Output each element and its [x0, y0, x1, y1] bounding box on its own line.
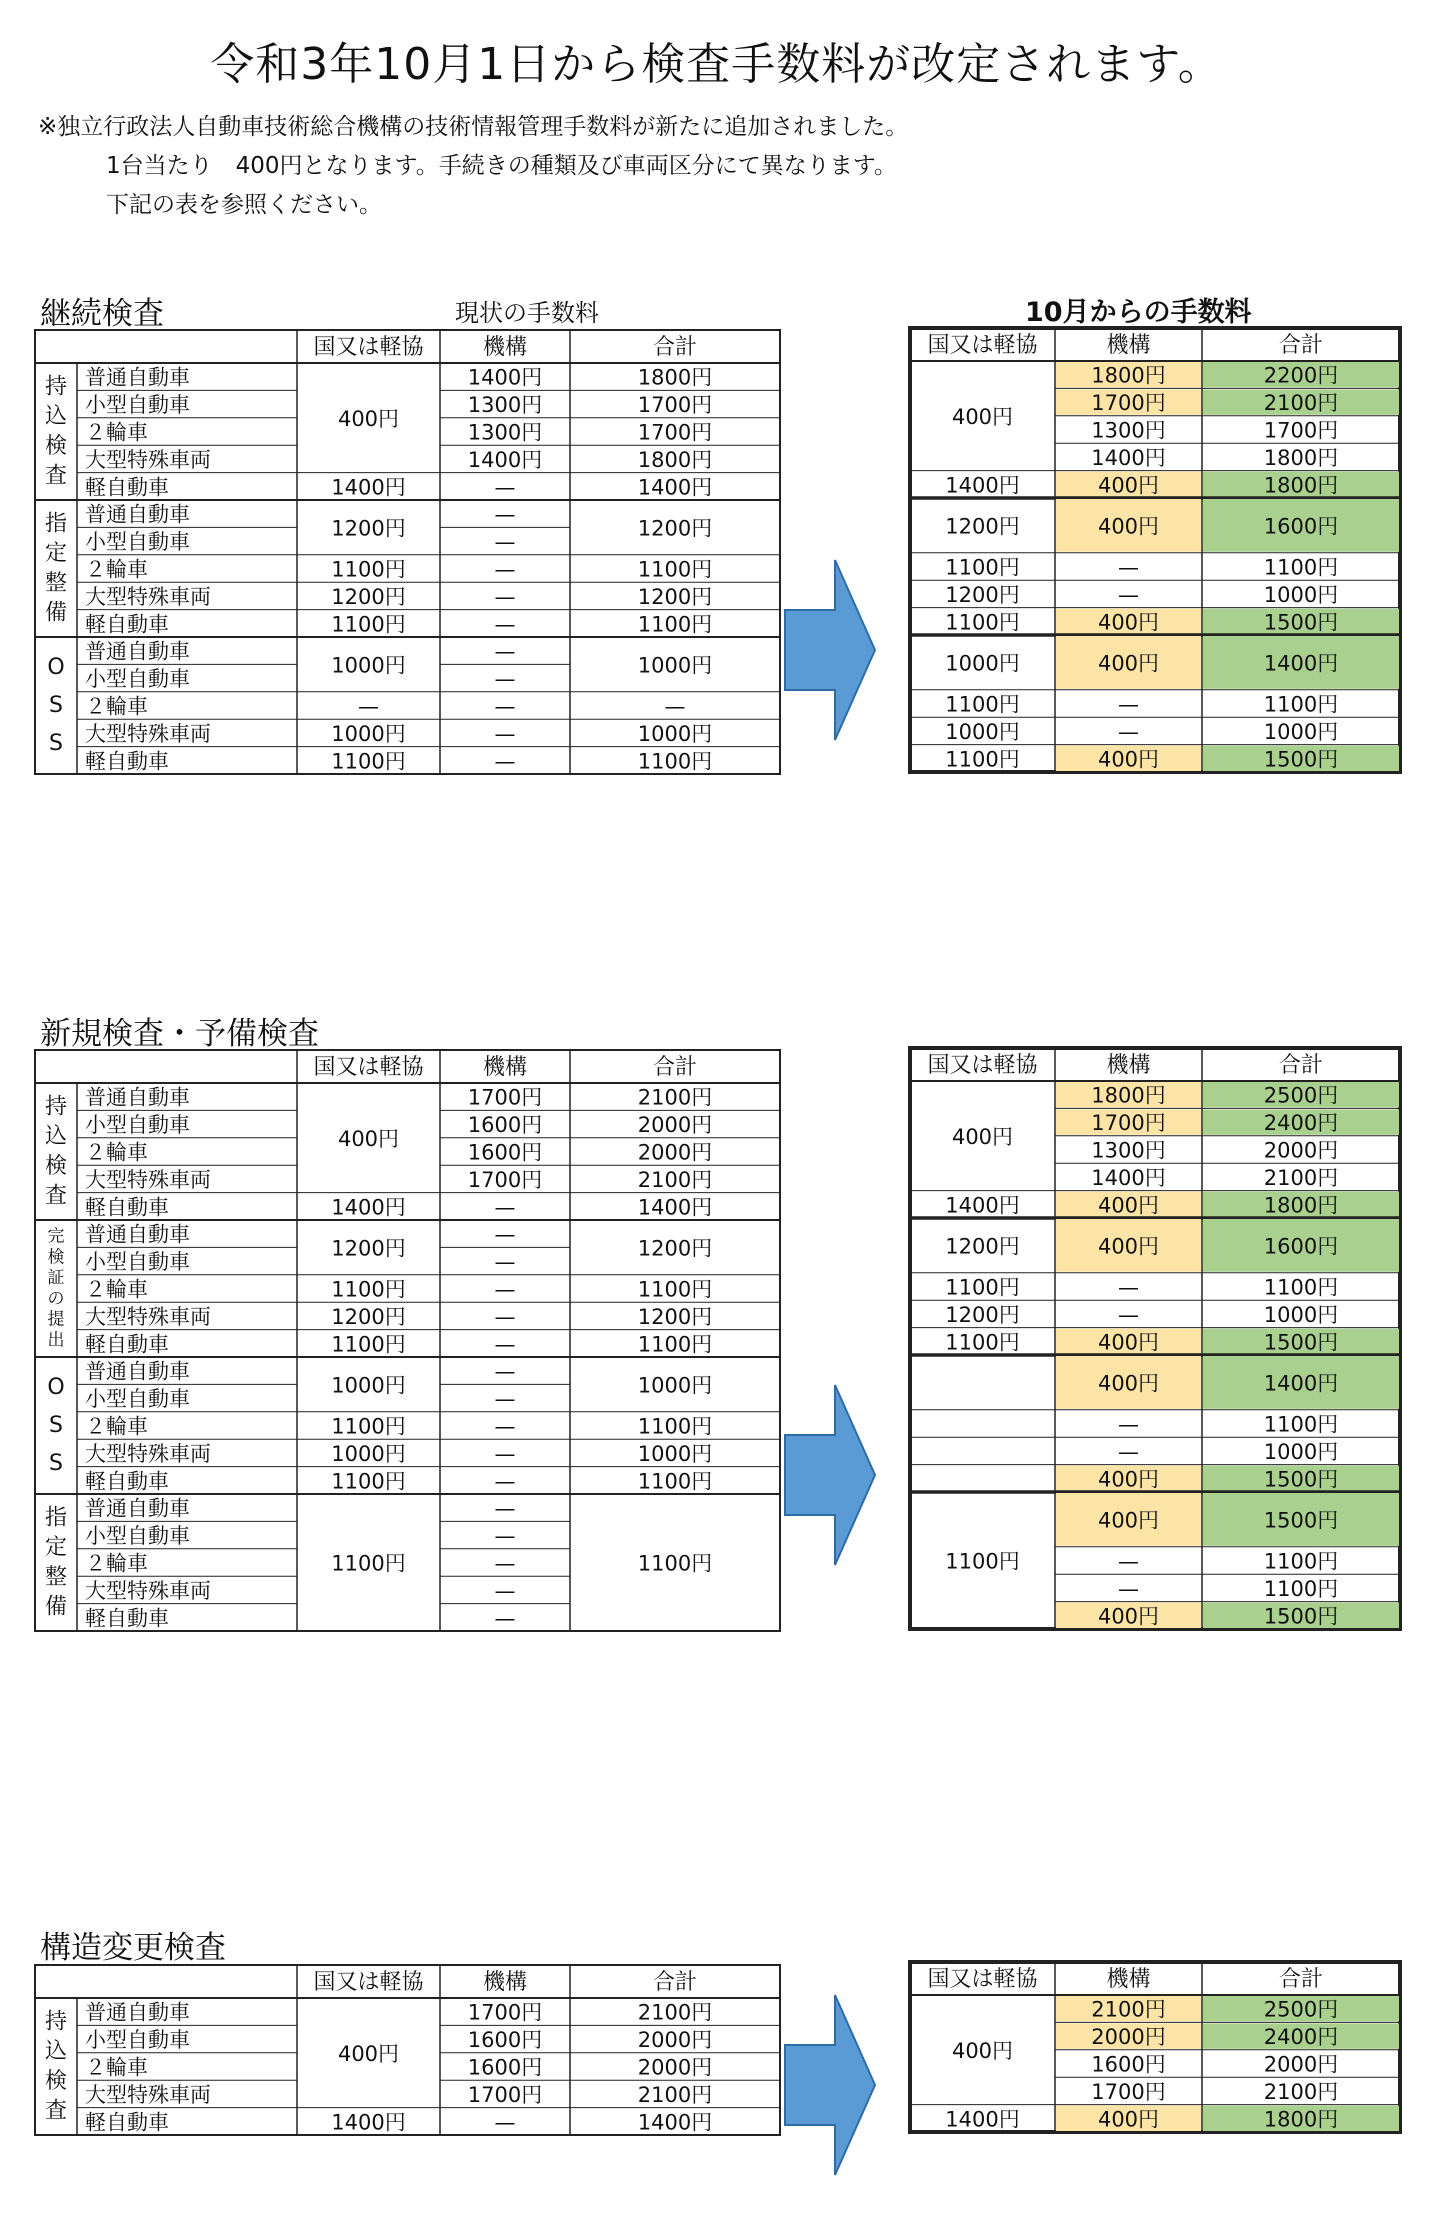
fee-value: 1200円 [637, 1236, 713, 1261]
fee-value: — [1118, 555, 1139, 580]
fee-value: — [1118, 1275, 1139, 1300]
fee-value: 1600円 [1263, 1234, 1339, 1259]
fee-value: — [1118, 1439, 1139, 1464]
group-label-char: 検 [44, 2068, 68, 2094]
group-label-char: 持 [44, 374, 68, 400]
header-cell: 機構 [482, 1055, 528, 1080]
fee-value: — [1118, 1302, 1139, 1327]
fee-value: 1400円 [1091, 1165, 1166, 1190]
header-cell: 合計 [1278, 333, 1324, 358]
fee-value: 2200円 [1263, 363, 1339, 388]
fee-value: 400円 [1097, 473, 1160, 498]
fee-value: 400円 [1097, 1371, 1160, 1396]
fee-value: 1600円 [467, 1140, 543, 1165]
vehicle-label: 大型特殊車両 [85, 1167, 211, 1192]
fee-value: 1700円 [1091, 2079, 1166, 2104]
fee-value: — [494, 1387, 516, 1412]
fee-value: 1600円 [1091, 2052, 1166, 2077]
fee-value: 2100円 [1263, 2079, 1339, 2104]
fee-value: 1800円 [1263, 445, 1339, 470]
fee-value: 1800円 [1263, 1193, 1339, 1218]
group-label-char: 検 [47, 1247, 65, 1268]
fee-value: — [494, 1441, 516, 1466]
fee-value: 1500円 [1263, 1508, 1339, 1533]
fee-value: 1200円 [331, 516, 406, 541]
fee-value: 400円 [1097, 1234, 1160, 1259]
group-label-char: 査 [44, 463, 68, 489]
vehicle-label: 小型自動車 [85, 1113, 190, 1138]
header-cell: 機構 [1106, 333, 1151, 358]
fee-value: 1500円 [1263, 1467, 1339, 1492]
fee-value: 1100円 [331, 1414, 406, 1439]
fee-value: 1700円 [1091, 1111, 1166, 1136]
group-label-char: の [47, 1288, 65, 1309]
fee-value: 400円 [1097, 610, 1160, 635]
header-cell: 機構 [482, 335, 528, 360]
fee-value: 400円 [1097, 1193, 1160, 1218]
fee-value: 400円 [1097, 514, 1160, 539]
fee-value: 1100円 [331, 749, 406, 774]
header-cell: 合計 [1278, 1967, 1324, 1992]
group-label-char: O [47, 654, 65, 680]
fee-value: 1000円 [1263, 1439, 1339, 1464]
fee-value: — [494, 1332, 516, 1357]
fee-value: 2000円 [1263, 2052, 1339, 2077]
fee-value: 1500円 [1263, 1330, 1339, 1355]
fee-value: — [494, 1250, 516, 1275]
fee-value: 1100円 [637, 1414, 713, 1439]
group-label-char: S [49, 731, 63, 757]
fee-value: 2100円 [637, 1085, 713, 1110]
fee-value: 2100円 [1091, 1997, 1166, 2022]
fee-value: 1700円 [1263, 418, 1339, 443]
vehicle-label: ２輪車 [85, 1277, 148, 1302]
fee-value: — [494, 694, 516, 719]
vehicle-label: 軽自動車 [85, 2110, 169, 2135]
fee-value: 1000円 [331, 653, 406, 678]
old-fee-table-structural-change [35, 1965, 780, 2203]
fee-value: 1100円 [331, 1551, 406, 1576]
fee-value: 1400円 [945, 2107, 1020, 2132]
fee-value: — [494, 1469, 516, 1494]
vehicle-label: 小型自動車 [85, 1387, 190, 1412]
vehicle-label: 小型自動車 [85, 2028, 190, 2053]
group-label-char: 証 [47, 1268, 65, 1289]
group-label-char: 完 [47, 1226, 65, 1247]
group-label-char: 整 [44, 570, 68, 596]
group-label-char: 備 [44, 600, 68, 626]
fee-value: 1200円 [945, 514, 1020, 539]
new-fee-table-continuous [910, 328, 1400, 963]
fee-value: 1400円 [637, 1195, 713, 1220]
fee-value: 400円 [337, 1126, 400, 1151]
fee-value: 2100円 [637, 1167, 713, 1192]
fee-value: — [494, 1304, 516, 1329]
fee-value: 1700円 [637, 393, 713, 418]
fee-value: 1200円 [637, 1304, 713, 1329]
fee-value: 2100円 [637, 2000, 713, 2025]
fee-value: 400円 [951, 1124, 1014, 1149]
fee-value: — [494, 1195, 516, 1220]
group-label-char: 込 [44, 1124, 68, 1150]
vehicle-label: 軽自動車 [85, 1332, 169, 1357]
fee-value: 1100円 [945, 692, 1020, 717]
fee-value: — [494, 584, 516, 609]
group-label-char: S [49, 1451, 63, 1477]
fee-value: 1400円 [1263, 1371, 1339, 1396]
fee-value: 1100円 [1263, 1549, 1339, 1574]
fee-value: 400円 [1097, 2107, 1160, 2132]
current-fee-caption: 現状の手数料 [455, 299, 599, 327]
fee-value: — [494, 667, 516, 692]
vehicle-label: 普通自動車 [85, 2000, 190, 2025]
group-label-char: 整 [44, 1564, 68, 1590]
group-label-char: 持 [44, 1094, 68, 1120]
fee-value: — [494, 1496, 516, 1521]
fee-value: 1800円 [637, 447, 713, 472]
fee-value: 400円 [337, 406, 400, 431]
header-cell: 国又は軽協 [313, 1970, 424, 1995]
fee-value: — [494, 1277, 516, 1302]
fee-value: 1700円 [637, 420, 713, 445]
fee-value: 2000円 [637, 2055, 713, 2080]
arrow-continuous [780, 555, 880, 745]
vehicle-label: ２輪車 [85, 1414, 148, 1439]
fee-value: — [494, 749, 516, 774]
fee-value: 2000円 [1091, 2025, 1166, 2050]
fee-value: 1400円 [637, 2110, 713, 2135]
fee-value: 1100円 [1263, 1275, 1339, 1300]
fee-value: 400円 [1097, 1508, 1160, 1533]
fee-value: 1600円 [1263, 514, 1339, 539]
header-cell: 国又は軽協 [927, 333, 1038, 358]
new-fee-table-structural-change [910, 1962, 1400, 2203]
group-label-char: 込 [44, 404, 68, 430]
fee-value: 1100円 [945, 747, 1020, 772]
fee-value: 1400円 [331, 475, 406, 500]
fee-value: — [494, 1578, 516, 1603]
vehicle-label: 普通自動車 [85, 365, 190, 390]
fee-value: 1100円 [1263, 555, 1339, 580]
fee-value: 1400円 [467, 365, 543, 390]
vehicle-label: 小型自動車 [85, 393, 190, 418]
fee-value: 400円 [1097, 747, 1160, 772]
fee-value: 1000円 [945, 719, 1020, 744]
fee-value: 1000円 [1263, 719, 1339, 744]
group-label-char: 査 [44, 2098, 68, 2124]
vehicle-label: 大型特殊車両 [85, 1304, 211, 1329]
fee-value: — [494, 1359, 516, 1384]
arrow-shape [785, 560, 875, 740]
fee-value: 1400円 [331, 1195, 406, 1220]
group-label-char: 持 [44, 2009, 68, 2035]
fee-value: 1800円 [1091, 1083, 1166, 1108]
group-label-char: 備 [44, 1594, 68, 1620]
fee-value: 1100円 [637, 1277, 713, 1302]
fee-value: — [664, 694, 686, 719]
fee-value: 1800円 [637, 365, 713, 390]
fee-value: — [494, 475, 516, 500]
fee-value: 1500円 [1263, 1604, 1339, 1629]
fee-value: 1200円 [637, 516, 713, 541]
fee-value: 1100円 [945, 1275, 1020, 1300]
notice-line: ※独立行政法人自動車技術総合機構の技術情報管理手数料が新たに追加されました。 [38, 114, 909, 140]
notice-line: 1台当たり 400円となります。手続きの種類及び車両区分にて異なります。 [106, 153, 897, 179]
fee-value: 1700円 [467, 1167, 543, 1192]
fee-value: 1000円 [331, 721, 406, 746]
header-cell: 合計 [652, 1055, 698, 1080]
fee-value: 400円 [1097, 651, 1160, 676]
vehicle-label: ２輪車 [85, 557, 148, 582]
header-cell: 機構 [1106, 1967, 1151, 1992]
fee-value: 1300円 [1091, 418, 1166, 443]
fee-value: 1300円 [1091, 1138, 1166, 1163]
fee-value: 1200円 [331, 1236, 406, 1261]
fee-value: 1300円 [467, 420, 543, 445]
fee-value: 2100円 [637, 2082, 713, 2107]
notice-line: 下記の表を参照ください。 [106, 192, 382, 218]
vehicle-label: 大型特殊車両 [85, 721, 211, 746]
fee-value: — [494, 1551, 516, 1576]
fee-value: 1600円 [467, 2055, 543, 2080]
fee-value: 1100円 [637, 1332, 713, 1357]
fee-value: 2000円 [637, 1113, 713, 1138]
vehicle-label: ２輪車 [85, 1140, 148, 1165]
fee-value: 1100円 [1263, 692, 1339, 717]
fee-value: 400円 [1097, 1604, 1160, 1629]
fee-value: 1100円 [637, 1551, 713, 1576]
fee-value: 1000円 [637, 653, 713, 678]
fee-value: 1500円 [1263, 610, 1339, 635]
fee-value: 1000円 [331, 1373, 406, 1398]
fee-value: 1200円 [331, 1304, 406, 1329]
fee-value: 1200円 [637, 584, 713, 609]
header-cell: 合計 [652, 1970, 698, 1995]
fee-value: 2400円 [1263, 1111, 1339, 1136]
fee-value: — [1118, 1576, 1139, 1601]
fee-value: 2000円 [637, 2028, 713, 2053]
fee-value: 1700円 [467, 1085, 543, 1110]
group-label-char: 定 [44, 1535, 68, 1561]
new-fee-table-new-inspection [910, 1048, 1400, 1883]
fee-value: 1100円 [1263, 1412, 1339, 1437]
section-title-structural-change: 構造変更検査 [40, 1930, 226, 1966]
fee-value: — [494, 2110, 516, 2135]
fee-value: 1400円 [467, 447, 543, 472]
fee-value: — [494, 612, 516, 637]
fee-value: — [494, 639, 516, 664]
vehicle-label: 大型特殊車両 [85, 584, 211, 609]
vehicle-label: 小型自動車 [85, 1524, 190, 1549]
fee-value: 1600円 [467, 2028, 543, 2053]
fee-value: 1400円 [331, 2110, 406, 2135]
fee-value: 400円 [951, 2038, 1014, 2063]
header-cell: 機構 [1106, 1053, 1151, 1078]
arrow-structural-change [780, 1990, 880, 2180]
fee-value: 1100円 [945, 1549, 1020, 1574]
section-title-new-inspection: 新規検査・予備検査 [40, 1016, 319, 1052]
fee-value: — [358, 694, 379, 719]
vehicle-label: 普通自動車 [85, 1496, 190, 1521]
fee-value: 1400円 [1263, 651, 1339, 676]
fee-value: 400円 [337, 2041, 400, 2066]
group-label-char: S [49, 693, 63, 718]
fee-value: 1400円 [1091, 445, 1166, 470]
fee-value: 1000円 [1263, 582, 1339, 607]
group-label-char: 込 [44, 2039, 68, 2065]
arrow-shape [785, 1385, 875, 1565]
fee-value: 1100円 [637, 612, 713, 637]
vehicle-label: 軽自動車 [85, 1606, 169, 1631]
fee-value: 1100円 [331, 1277, 406, 1302]
vehicle-label: ２輪車 [85, 420, 148, 445]
fee-value: 2500円 [1263, 1997, 1339, 2022]
notice-text [38, 108, 908, 225]
vehicle-label: 小型自動車 [85, 530, 190, 555]
fee-value: 1800円 [1263, 2107, 1339, 2132]
vehicle-label: 普通自動車 [85, 502, 190, 527]
vehicle-label: ２輪車 [85, 694, 148, 719]
fee-value: 1000円 [637, 721, 713, 746]
fee-value: — [1118, 582, 1139, 607]
fee-value: 1500円 [1263, 747, 1339, 772]
fee-value: 1100円 [945, 555, 1020, 580]
old-fee-table-new-inspection [35, 1050, 780, 1883]
vehicle-label: 大型特殊車両 [85, 1578, 211, 1603]
fee-value: 1700円 [1091, 391, 1166, 416]
header-cell: 国又は軽協 [927, 1053, 1038, 1078]
arrow-new-inspection [780, 1380, 880, 1570]
fee-value: 1000円 [637, 1441, 713, 1466]
fee-value: 1100円 [945, 1330, 1020, 1355]
fee-value: 1100円 [331, 1469, 406, 1494]
group-label-char: 査 [44, 1183, 68, 1209]
fee-value: 1300円 [467, 393, 543, 418]
group-label-char: 指 [44, 1505, 68, 1531]
fee-value: 1400円 [945, 473, 1020, 498]
fee-value: 400円 [1097, 1330, 1160, 1355]
vehicle-label: 大型特殊車両 [85, 2082, 211, 2107]
fee-value: 2100円 [1263, 391, 1339, 416]
vehicle-label: ２輪車 [85, 1551, 148, 1576]
header-cell: 国又は軽協 [313, 335, 424, 360]
fee-value: 1000円 [1263, 1302, 1339, 1327]
fee-value: 1200円 [331, 584, 406, 609]
section-title-continuous: 継続検査 [40, 296, 164, 332]
fee-value: 1400円 [637, 475, 713, 500]
fee-value: 1100円 [637, 557, 713, 582]
fee-value: — [1118, 719, 1139, 744]
fee-value: 2400円 [1263, 2025, 1339, 2050]
fee-value: — [1118, 1412, 1139, 1437]
fee-value: 2000円 [1263, 1138, 1339, 1163]
vehicle-label: 小型自動車 [85, 667, 190, 692]
fee-value: — [494, 557, 516, 582]
fee-value: 1400円 [945, 1193, 1020, 1218]
fee-value: 1700円 [467, 2000, 543, 2025]
group-label-char: 出 [47, 1330, 65, 1351]
fee-value: — [1118, 1549, 1139, 1574]
group-label-char: 指 [44, 511, 68, 537]
fee-value: 1200円 [945, 1234, 1020, 1259]
fee-value: 1100円 [331, 1332, 406, 1357]
group-label-char: 検 [44, 1153, 68, 1179]
vehicle-label: 小型自動車 [85, 1250, 190, 1275]
fee-value: 1100円 [945, 610, 1020, 635]
vehicle-label: 大型特殊車両 [85, 447, 211, 472]
fee-value: 400円 [951, 404, 1014, 429]
arrow-shape [785, 1995, 875, 2175]
fee-value: 400円 [1097, 1467, 1160, 1492]
vehicle-label: ２輪車 [85, 2055, 148, 2080]
fee-value: 1000円 [331, 1441, 406, 1466]
fee-value: 1100円 [331, 557, 406, 582]
new-fee-caption: 10月からの手数料 [1025, 297, 1252, 328]
fee-value: 2000円 [637, 1140, 713, 1165]
header-cell: 国又は軽協 [313, 1055, 424, 1080]
vehicle-label: 軽自動車 [85, 612, 169, 637]
fee-value: 1100円 [1263, 1576, 1339, 1601]
fee-value: 2500円 [1263, 1083, 1339, 1108]
fee-value: 1800円 [1263, 473, 1339, 498]
fee-value: 1800円 [1091, 363, 1166, 388]
fee-value: 1000円 [945, 651, 1020, 676]
header-cell: 合計 [652, 335, 698, 360]
vehicle-label: 普通自動車 [85, 639, 190, 664]
page-title: 令和3年10月1日から検査手数料が改定されます。 [210, 39, 1223, 90]
fee-value: — [494, 530, 516, 555]
vehicle-label: 軽自動車 [85, 475, 169, 500]
header-cell: 国又は軽協 [927, 1967, 1038, 1992]
fee-value: — [494, 1524, 516, 1549]
fee-value: 2100円 [1263, 1165, 1339, 1190]
group-label-char: S [49, 1413, 63, 1438]
vehicle-label: 軽自動車 [85, 1469, 169, 1494]
fee-value: — [494, 502, 516, 527]
fee-value: 1100円 [331, 612, 406, 637]
fee-value: — [494, 1606, 516, 1631]
fee-value: 1000円 [637, 1373, 713, 1398]
fee-value: — [494, 721, 516, 746]
vehicle-label: 普通自動車 [85, 1222, 190, 1247]
vehicle-label: 普通自動車 [85, 1085, 190, 1110]
vehicle-label: 軽自動車 [85, 1195, 169, 1220]
fee-value: 1200円 [945, 1302, 1020, 1327]
fee-value: — [494, 1414, 516, 1439]
vehicle-label: 普通自動車 [85, 1359, 190, 1384]
header-cell: 機構 [482, 1970, 528, 1995]
header-cell: 合計 [1278, 1053, 1324, 1078]
group-label-char: O [47, 1374, 65, 1400]
fee-value: 1600円 [467, 1113, 543, 1138]
fee-value: — [494, 1222, 516, 1247]
fee-value: 1200円 [945, 582, 1020, 607]
fee-value: 1100円 [637, 1469, 713, 1494]
fee-value: — [1118, 692, 1139, 717]
vehicle-label: 大型特殊車両 [85, 1441, 211, 1466]
fee-value: 1100円 [637, 749, 713, 774]
group-label-char: 定 [44, 541, 68, 567]
vehicle-label: 軽自動車 [85, 749, 169, 774]
old-fee-table-continuous [35, 330, 780, 963]
group-label-char: 検 [44, 433, 68, 459]
fee-value: 1700円 [467, 2082, 543, 2107]
group-label-char: 提 [47, 1309, 65, 1330]
